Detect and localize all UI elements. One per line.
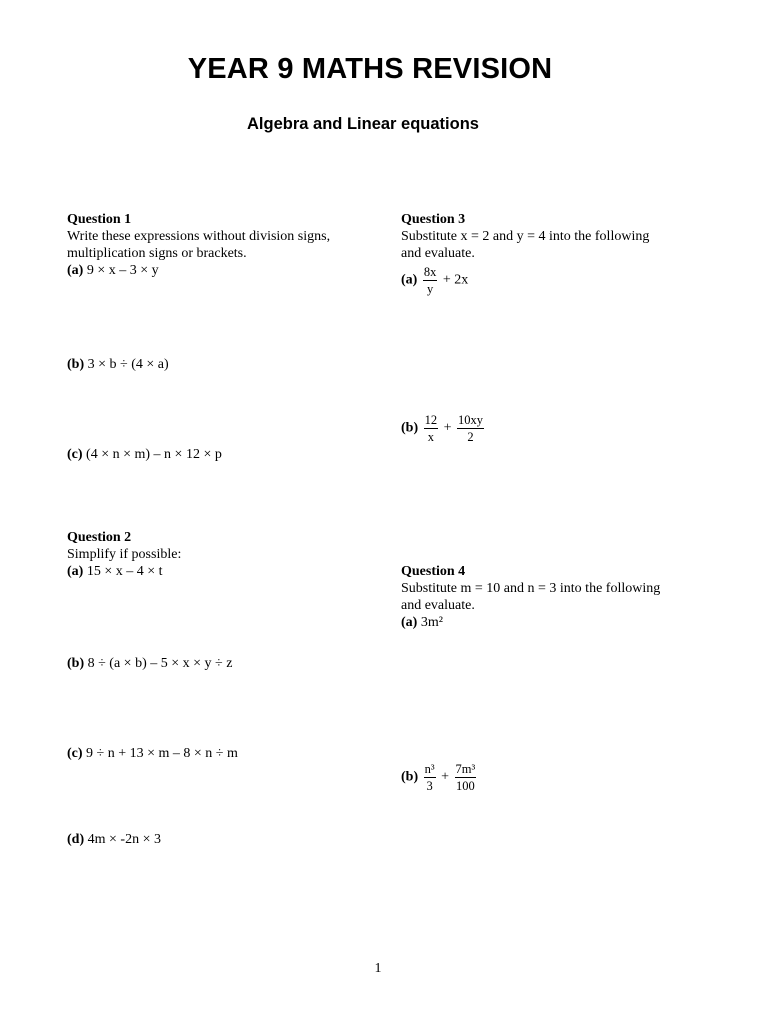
question-3-instruction-line-2: and evaluate. bbox=[401, 246, 475, 261]
question-1a bbox=[67, 262, 330, 279]
denominator: x bbox=[427, 430, 434, 444]
fraction bbox=[423, 265, 438, 296]
question-1c bbox=[67, 446, 222, 463]
question-3a bbox=[401, 265, 468, 296]
expression: 4m × -2n × 3 bbox=[87, 832, 161, 847]
plus-sign: + bbox=[441, 769, 450, 785]
question-1 bbox=[67, 211, 330, 279]
question-4-heading: Question 4 bbox=[401, 564, 466, 579]
fraction bbox=[424, 762, 436, 793]
question-2-instruction: Simplify if possible: bbox=[67, 547, 182, 562]
part-label: (d) bbox=[67, 832, 85, 847]
part-label: (b) bbox=[401, 769, 419, 785]
part-label: (a) bbox=[67, 263, 84, 278]
question-3 bbox=[401, 211, 649, 262]
question-3-instruction-line-1: Substitute x = 2 and y = 4 into the following bbox=[401, 229, 650, 244]
question-2-heading: Question 2 bbox=[67, 530, 132, 545]
numerator: 7m³ bbox=[455, 762, 476, 776]
fraction bbox=[455, 762, 477, 793]
expression-rest: + 2x bbox=[442, 272, 469, 288]
question-4a bbox=[401, 614, 660, 631]
expression: 8 ÷ (a × b) – 5 × x × y ÷ z bbox=[87, 656, 233, 671]
part-label: (b) bbox=[401, 420, 419, 436]
question-4-instruction-line-1: Substitute m = 10 and n = 3 into the following bbox=[401, 581, 661, 596]
question-2d bbox=[67, 831, 161, 848]
fraction bbox=[424, 413, 439, 444]
question-3-heading: Question 3 bbox=[401, 212, 466, 227]
plus-sign: + bbox=[443, 420, 452, 436]
question-4 bbox=[401, 563, 660, 631]
part-label: (b) bbox=[67, 656, 85, 671]
part-label: (a) bbox=[401, 272, 418, 288]
question-4b bbox=[401, 762, 478, 793]
numerator: 12 bbox=[424, 413, 438, 427]
expression: 9 ÷ n + 13 × m – 8 × n ÷ m bbox=[86, 746, 238, 761]
denominator: 2 bbox=[467, 430, 474, 444]
question-1b bbox=[67, 356, 169, 373]
expression: 15 × x – 4 × t bbox=[86, 564, 163, 579]
expression: 3m² bbox=[420, 615, 443, 630]
question-3b bbox=[401, 413, 486, 444]
page-title: YEAR 9 MATHS REVISION bbox=[187, 53, 553, 85]
question-2 bbox=[67, 529, 181, 580]
fraction bbox=[457, 413, 484, 444]
page-number: 1 bbox=[374, 961, 382, 976]
part-label: (a) bbox=[67, 564, 84, 579]
expression: 3 × b ÷ (4 × a) bbox=[87, 357, 169, 372]
expression: 9 × x – 3 × y bbox=[86, 263, 159, 278]
question-2b bbox=[67, 655, 232, 672]
part-label: (c) bbox=[67, 447, 83, 462]
denominator: 3 bbox=[426, 779, 433, 793]
part-label: (a) bbox=[401, 615, 418, 630]
question-1-instruction-line-2: multiplication signs or brackets. bbox=[67, 246, 247, 261]
part-label: (b) bbox=[67, 357, 85, 372]
expression: (4 × n × m) – n × 12 × p bbox=[86, 447, 222, 462]
denominator: y bbox=[426, 282, 434, 296]
question-2a bbox=[67, 563, 181, 580]
numerator: 10xy bbox=[458, 413, 484, 427]
question-4-instruction-line-2: and evaluate. bbox=[401, 598, 475, 613]
denominator: 100 bbox=[456, 779, 475, 793]
numerator: n³ bbox=[424, 762, 435, 776]
question-2c bbox=[67, 745, 238, 762]
question-1-instruction-line-1: Write these expressions without division signs, bbox=[67, 229, 331, 244]
part-label: (c) bbox=[67, 746, 83, 761]
question-1-heading: Question 1 bbox=[67, 212, 132, 227]
numerator: 8x bbox=[423, 265, 437, 279]
page-subtitle: Algebra and Linear equations bbox=[247, 115, 479, 133]
